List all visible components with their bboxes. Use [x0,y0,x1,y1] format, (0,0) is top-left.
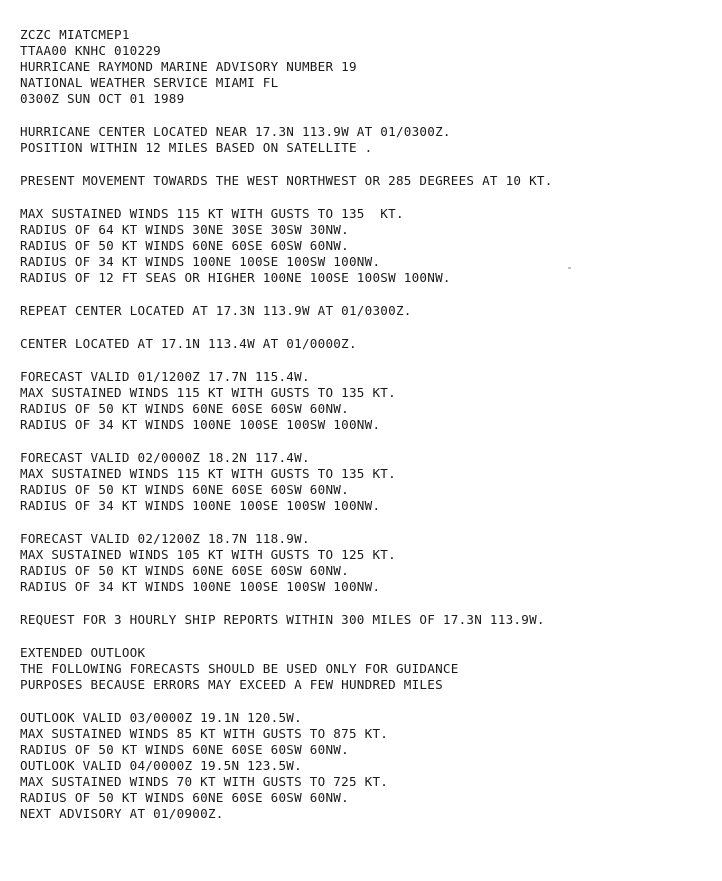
winds-line: RADIUS OF 64 KT WINDS 30NE 30SE 30SW 30NW. [20,222,349,237]
position-line: HURRICANE CENTER LOCATED NEAR 17.3N 113.9W AT 01/0300Z. [20,124,451,139]
forecast-line: FORECAST VALID 02/1200Z 18.7N 118.9W. [20,531,310,546]
position-line: POSITION WITHIN 12 MILES BASED ON SATELLITE . [20,140,373,155]
forecast-line: RADIUS OF 50 KT WINDS 60NE 60SE 60SW 60NW. [20,482,349,497]
forecast-line: MAX SUSTAINED WINDS 105 KT WITH GUSTS TO 125 KT. [20,547,396,562]
outlook-line: MAX SUSTAINED WINDS 85 KT WITH GUSTS TO 875 KT. [20,726,389,741]
forecast-line: RADIUS OF 34 KT WINDS 100NE 100SE 100SW 100NW. [20,579,381,594]
forecast-line: MAX SUSTAINED WINDS 115 KT WITH GUSTS TO 135 KT. [20,466,396,481]
scan-speck [568,267,571,269]
winds-line: RADIUS OF 12 FT SEAS OR HIGHER 100NE 100SE 100SW 100NW. [20,270,451,285]
request-line: REQUEST FOR 3 HOURLY SHIP REPORTS WITHIN 300 MILES OF 17.3N 113.9W. [20,612,545,627]
extended-line: THE FOLLOWING FORECASTS SHOULD BE USED ONLY FOR GUIDANCE [20,661,459,676]
outlook-line: OUTLOOK VALID 03/0000Z 19.1N 120.5W. [20,710,302,725]
header-line: NATIONAL WEATHER SERVICE MIAMI FL [20,75,279,90]
outlook-line: MAX SUSTAINED WINDS 70 KT WITH GUSTS TO 725 KT. [20,774,389,789]
header-line: ZCZC MIATCMEP1 [20,27,130,42]
outlook-line: RADIUS OF 50 KT WINDS 60NE 60SE 60SW 60NW. [20,742,349,757]
extended-line: PURPOSES BECAUSE ERRORS MAY EXCEED A FEW HUNDRED MILES [20,677,443,692]
forecast-line: RADIUS OF 34 KT WINDS 100NE 100SE 100SW 100NW. [20,498,381,513]
forecast-line: RADIUS OF 50 KT WINDS 60NE 60SE 60SW 60NW. [20,563,349,578]
outlook-line: OUTLOOK VALID 04/0000Z 19.5N 123.5W. [20,758,302,773]
header-line: TTAA00 KNHC 010229 [20,43,161,58]
outlook-line: RADIUS OF 50 KT WINDS 60NE 60SE 60SW 60NW. [20,790,349,805]
forecast-line: RADIUS OF 34 KT WINDS 100NE 100SE 100SW 100NW. [20,417,381,432]
forecast-line: FORECAST VALID 01/1200Z 17.7N 115.4W. [20,369,310,384]
advisory-title: HURRICANE RAYMOND MARINE ADVISORY NUMBER 19 [20,59,357,74]
next-advisory-line: NEXT ADVISORY AT 01/0900Z. [20,806,224,821]
winds-line: RADIUS OF 50 KT WINDS 60NE 60SE 60SW 60NW. [20,238,349,253]
movement-line: PRESENT MOVEMENT TOWARDS THE WEST NORTHWEST OR 285 DEGREES AT 10 KT. [20,173,553,188]
repeat-center-line: REPEAT CENTER LOCATED AT 17.3N 113.9W AT 01/0300Z. [20,303,412,318]
winds-line: RADIUS OF 34 KT WINDS 100NE 100SE 100SW 100NW. [20,254,381,269]
forecast-line: FORECAST VALID 02/0000Z 18.2N 117.4W. [20,450,310,465]
extended-outlook-heading: EXTENDED OUTLOOK [20,645,146,660]
forecast-line: RADIUS OF 50 KT WINDS 60NE 60SE 60SW 60NW. [20,401,349,416]
center-line: CENTER LOCATED AT 17.1N 113.4W AT 01/0000Z. [20,336,357,351]
issue-time: 0300Z SUN OCT 01 1989 [20,91,185,106]
forecast-line: MAX SUSTAINED WINDS 115 KT WITH GUSTS TO 135 KT. [20,385,396,400]
winds-line: MAX SUSTAINED WINDS 115 KT WITH GUSTS TO 135 KT. [20,206,404,221]
